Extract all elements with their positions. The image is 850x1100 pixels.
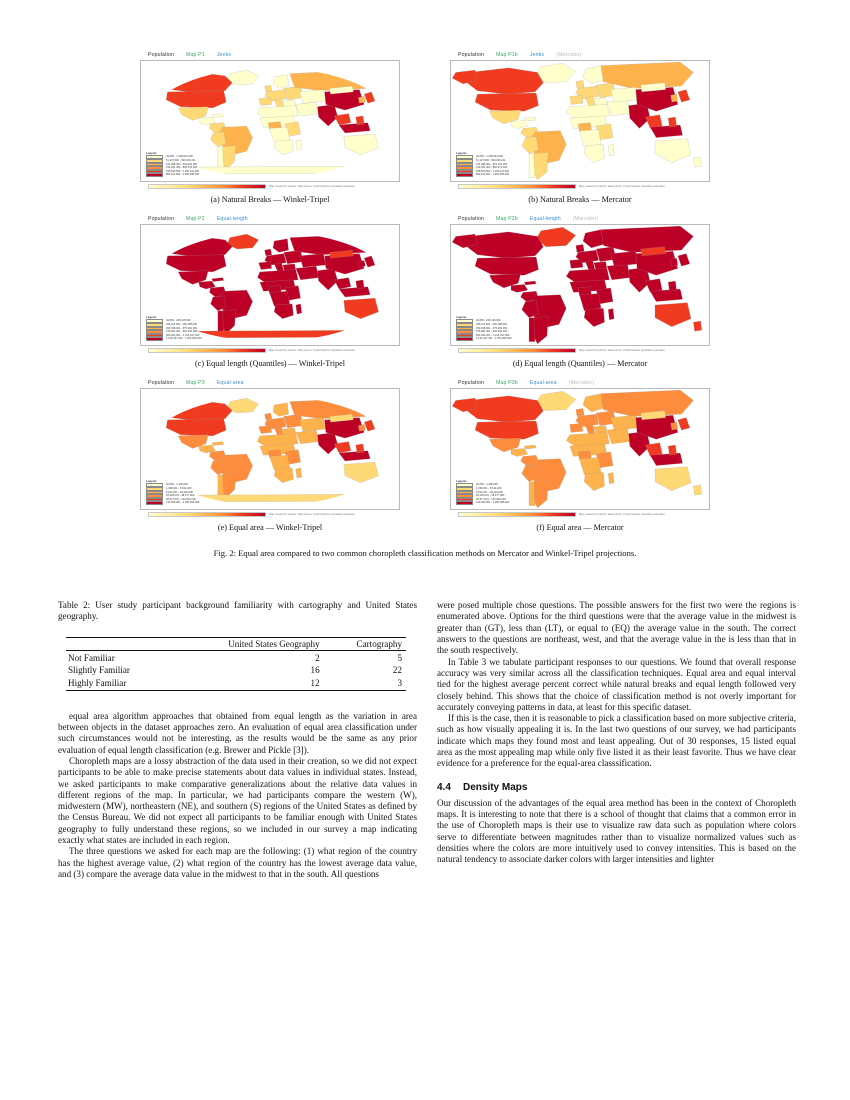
map-frame-6[interactable] — [450, 388, 710, 510]
map-footer-note: Map created by authors. Data source: United Nations population estimates. — [579, 512, 666, 516]
country-uk — [576, 80, 584, 88]
country-mideast — [296, 102, 319, 116]
map-header-6 — [450, 378, 710, 388]
country-philippines — [668, 445, 676, 455]
country-nz — [693, 321, 701, 331]
figure-panel-6 — [450, 378, 710, 542]
country-centasia — [611, 251, 639, 266]
country-korea — [358, 424, 365, 431]
legend-label: 516,810,500 - 1,350,112,000 — [166, 169, 200, 173]
table2-cell-value: 3 — [324, 677, 406, 690]
country-centafr — [269, 127, 289, 142]
country-scandi — [273, 403, 289, 417]
map-legend-5 — [146, 480, 222, 505]
legend-row — [146, 501, 222, 505]
country-russia — [290, 398, 376, 419]
legend-label: 802,110,000 - 1,350,695,000 — [166, 173, 200, 177]
color-ramp-bar — [148, 512, 266, 517]
legend-label: 48,377,001 - 143,500,000 — [476, 497, 506, 501]
country-canada — [160, 72, 232, 93]
country-southafr — [274, 140, 293, 155]
country-russia — [290, 70, 376, 91]
color-ramp-bar — [458, 348, 576, 353]
legend-label: 51,137,500 - 500,000,211 — [476, 159, 506, 163]
country-nz — [693, 485, 701, 495]
country-cuba — [524, 117, 536, 121]
map-subcaption-4: (d) Equal length (Quantiles) — Mercator — [512, 359, 648, 368]
map-header-1 — [140, 50, 400, 60]
country-philippines — [356, 444, 364, 453]
legend-title: Legend — [146, 150, 157, 155]
country-centralam — [511, 120, 528, 128]
map-variable-label: Population — [458, 380, 485, 386]
legend-label: 6,514,001 - 18,204,000 — [476, 490, 503, 494]
country-korea — [671, 422, 678, 430]
map-footer-note: Map created by authors. Data source: United Nations population estimates. — [579, 184, 666, 188]
country-canada — [160, 236, 232, 257]
map-footer-1 — [140, 182, 400, 190]
figure-panel-3 — [140, 214, 400, 378]
figure-panel-1 — [140, 50, 400, 214]
country-russia — [290, 234, 376, 255]
legend-label: 450,198,001 - 675,281,000 — [476, 326, 508, 330]
map-projection-label: (Mercator) — [568, 380, 595, 386]
legend-label: 32,050 - 1,208,642,000 — [476, 155, 503, 159]
map-header-5 — [140, 378, 400, 388]
country-southafr — [274, 304, 293, 319]
country-japan — [364, 420, 375, 431]
country-nz — [381, 313, 389, 322]
country-nz — [693, 157, 701, 167]
country-centafr — [579, 458, 601, 475]
country-madagascar — [296, 140, 302, 150]
country-cuba — [212, 278, 224, 282]
country-usa — [475, 257, 539, 275]
legend-swatch — [146, 337, 163, 341]
country-uk — [265, 413, 272, 420]
table-row — [66, 677, 406, 690]
country-korea — [671, 258, 678, 266]
country-centafr — [579, 294, 601, 311]
legend-label: 802,110,000 - 1,350,695,000 — [476, 173, 510, 177]
table2-row-label: Not Familiar — [66, 651, 171, 664]
legend-label: 900,364,001 - 1,125,447,000 — [166, 333, 200, 337]
map-frame-4[interactable] — [450, 224, 710, 346]
map-id-label[interactable]: Map P3 — [186, 380, 205, 386]
map-subcaption-6: (f) Equal area — Mercator — [536, 523, 624, 532]
legend-title: Legend — [456, 314, 467, 319]
legend-label: 18,204,001 - 48,377,000 — [476, 494, 505, 498]
legend-label: 32,050 - 1,338,000 — [166, 483, 188, 487]
map-classification-label[interactable]: Equal-area — [529, 380, 557, 386]
table2-row-label: Highly Familiar — [66, 677, 171, 690]
map-footer-6 — [450, 510, 710, 518]
map-footer-note: Map created by authors. Data source: United Nations population estimates. — [269, 348, 356, 352]
table2-header-row — [66, 637, 406, 651]
country-philippines — [668, 281, 676, 291]
country-scandi — [583, 66, 603, 84]
legend-label: 121,098,403 - 502,024,000 — [166, 162, 198, 166]
map-header-2 — [450, 50, 710, 60]
country-australia — [655, 303, 691, 327]
country-centafr — [269, 455, 289, 470]
legend-label: 1,125,447,001 - 1,350,695,000 — [166, 337, 202, 341]
country-canada — [465, 396, 543, 422]
map-legend-3 — [146, 316, 222, 341]
country-madagascar — [296, 468, 302, 478]
map-variable-label: Population — [148, 52, 175, 58]
figure-panel-2 — [450, 50, 710, 214]
country-mideast — [296, 266, 319, 280]
table2-cell-value: 5 — [324, 651, 406, 664]
legend-label: 675,281,001 - 900,364,000 — [476, 330, 508, 334]
country-madagascar — [296, 304, 302, 314]
country-korea — [358, 260, 365, 267]
section-title: Density Maps — [463, 781, 528, 793]
country-centasia — [611, 87, 639, 102]
legend-row — [456, 501, 532, 505]
color-ramp-bar — [148, 348, 266, 353]
map-footer-note: Map created by authors. Data source: United Nations population estimates. — [269, 184, 356, 188]
left-paragraph-1: equal area algorithm approaches that obtained from equal length as the variation in area between objects in the dataset approaches zero. An evaluation of equal area classification under such circumstances would not be interesting, as the results would be the same as any prior evaluation of equal length classification (e.g. Brewer and Pickle [3]). — [58, 710, 417, 755]
legend-label: 121,098,403 - 502,024,000 — [476, 162, 508, 166]
country-southafr — [584, 472, 604, 490]
legend-label: 32,050 - 1,338,000 — [476, 483, 498, 487]
country-southafr — [584, 308, 604, 326]
country-greenland — [536, 227, 576, 246]
map-footer-5 — [140, 510, 400, 518]
country-cuba — [212, 114, 224, 118]
country-australia — [655, 139, 691, 163]
map-frame-5[interactable] — [140, 388, 400, 510]
legend-swatch — [146, 173, 163, 177]
country-iberia — [259, 262, 272, 270]
map-legend-6 — [456, 480, 532, 505]
country-australia — [344, 298, 379, 319]
legend-label: 450,198,001 - 675,281,000 — [166, 326, 198, 330]
map-classification-label[interactable]: Jenks — [216, 52, 232, 58]
legend-label: 18,204,001 - 48,377,000 — [166, 494, 195, 498]
color-ramp-bar — [458, 512, 576, 517]
country-alaska — [148, 404, 168, 414]
table2-cell-value: 12 — [171, 677, 324, 690]
figure-caption: Fig. 2: Equal area compared to two common choropleth classification methods on Mercator and Winkel-Tripel projections. — [213, 548, 637, 558]
country-iberia — [259, 426, 272, 434]
country-iberia — [570, 423, 583, 432]
legend-label: 143,500,001 - 1,350,695,000 — [476, 501, 510, 505]
left-column — [58, 600, 417, 1070]
country-philippines — [668, 117, 676, 127]
map-id-label[interactable]: Map P3b — [496, 380, 518, 386]
legend-swatch — [456, 337, 473, 341]
legend-label: 32,050 - 225,115,000 — [166, 319, 191, 323]
table2-cell-value: 2 — [171, 651, 324, 664]
country-centasia — [299, 90, 325, 104]
country-scandi — [273, 239, 289, 253]
figure-panel-5 — [140, 378, 400, 542]
country-usa — [475, 421, 539, 439]
right-paragraph-3: If this is the case, then it is reasonable to pick a classification based on more subjective criteria, such as how visually appealing it is. In the last two questions of our survey, we had participants indicate which maps they found most and least appealing. Out of 30 responses, 15 listed equal area as the most appealing map while only five listed it as their least favorite. Thus we have clear evidence for a preference for the equal-area classsification. — [437, 713, 796, 769]
table2-caption: Table 2: User study participant background familiarity with cartography and United States geography. — [58, 600, 417, 622]
country-cuba — [524, 281, 536, 285]
country-india — [317, 268, 337, 290]
country-scandi — [583, 394, 603, 412]
map-classification-label[interactable]: Equal-length — [216, 216, 248, 222]
map-variable-label: Population — [458, 216, 485, 222]
map-classification-label[interactable]: Equal-length — [529, 216, 561, 222]
map-footer-note: Map created by authors. Data source: United Nations population estimates. — [579, 348, 666, 352]
map-frame-2[interactable] — [450, 60, 710, 182]
table2 — [66, 637, 406, 691]
country-mideast — [607, 264, 630, 280]
legend-label: 1,338,001 - 6,514,000 — [166, 487, 192, 491]
country-indonesia — [339, 287, 370, 297]
country-centralam — [511, 448, 528, 456]
country-philippines — [356, 280, 364, 289]
map-footer-2 — [450, 182, 710, 190]
map-subcaption-2: (b) Natural Breaks — Mercator — [528, 195, 632, 204]
legend-label: 32,050 - 1,208,642,000 — [166, 155, 193, 159]
legend-label: 312,181,400 - 800,573,000 — [166, 166, 198, 170]
left-paragraph-3: The three questions we asked for each map are the following: (1) what region of the country has the highest average value, (2) what region of the country has the lowest average data value, and (3) compare the average data value in the midwest to that in the south. All questions — [58, 846, 417, 880]
legend-title: Legend — [146, 478, 157, 483]
section-number: 4.4 — [437, 781, 451, 793]
country-madagascar — [608, 472, 614, 483]
legend-label: 1,125,447,001 - 1,350,695,000 — [476, 337, 512, 341]
country-australia — [655, 467, 691, 491]
country-korea — [358, 96, 365, 103]
right-paragraph-1: were posed multiple chose questions. The possible answers for the first two were the regions is enumerated above. Options for the third questions were that the average value in the midwest is greater than (GT), less than (LT), or equal to (EQ) the average value in the south. The correct answers to the questions are northeast, west, and that the average value in the is less than that in the south respectively. — [437, 600, 796, 656]
map-subcaption-1: (a) Natural Breaks — Winkel-Tripel — [210, 195, 330, 204]
legend-label: 225,115,001 - 450,198,000 — [476, 323, 507, 327]
legend-label: 32,050 - 225,115,000 — [476, 319, 501, 323]
country-cuba — [524, 445, 536, 449]
map-legend-1 — [146, 152, 222, 177]
right-column — [437, 600, 796, 1070]
country-centafr — [579, 130, 601, 147]
country-japan — [678, 90, 690, 103]
legend-label: 51,137,500 - 500,000,211 — [166, 159, 196, 163]
country-iberia — [570, 95, 583, 104]
country-mideast — [607, 428, 630, 444]
country-centasia — [299, 254, 325, 268]
map-legend-4 — [456, 316, 532, 341]
map-header-4 — [450, 214, 710, 224]
legend-title: Legend — [146, 314, 157, 319]
map-frame-3[interactable] — [140, 224, 400, 346]
figure-map-grid — [0, 50, 850, 542]
country-madagascar — [608, 144, 614, 155]
country-usa — [475, 93, 539, 111]
table-row — [66, 651, 406, 664]
country-nz — [381, 477, 389, 486]
country-korea — [671, 94, 678, 102]
legend-row — [146, 173, 222, 177]
country-greenland — [536, 63, 576, 82]
country-usa — [166, 419, 226, 436]
legend-row — [146, 337, 222, 341]
right-paragraph-2: In Table 3 we tabulate participant responses to our questions. We found that overall response accuracy was very similar across all the classification techniques. Equal area and equal interval tied for the highest average percent correct while natural breaks and equal length followed very closely behind. This shows that the choice of classification method is not overly important for accurately conveying patterns in data, at least for this specific dataset. — [437, 656, 796, 712]
section-heading-4-4 — [437, 782, 796, 793]
country-indonesia — [339, 451, 370, 461]
legend-label: 143,500,001 - 1,350,695,000 — [166, 501, 200, 505]
legend-swatch — [456, 173, 473, 177]
country-cuba — [212, 442, 224, 446]
country-scandi — [583, 230, 603, 248]
country-indonesia — [339, 123, 370, 133]
legend-row — [456, 337, 532, 341]
country-seasia — [645, 443, 662, 457]
country-canada — [160, 400, 232, 421]
legend-row — [456, 173, 532, 177]
country-usa — [166, 255, 226, 272]
country-australia — [344, 134, 379, 155]
country-philippines — [356, 116, 364, 125]
country-centafr — [269, 291, 289, 306]
country-canada — [465, 68, 543, 94]
body-two-column — [58, 600, 796, 1070]
legend-label: 900,364,001 - 1,125,447,000 — [476, 333, 510, 337]
country-seasia — [645, 115, 662, 129]
country-iberia — [259, 98, 272, 106]
legend-title: Legend — [456, 150, 467, 155]
country-canada — [465, 232, 543, 258]
country-centasia — [299, 418, 325, 432]
country-japan — [678, 254, 690, 267]
country-greenland — [536, 391, 576, 410]
country-uk — [265, 85, 272, 92]
table2-row-label: Slightly Familiar — [68, 665, 130, 676]
country-india — [317, 104, 337, 126]
map-header-3 — [140, 214, 400, 224]
table2-cell-value: 16 — [310, 665, 320, 676]
legend-label: 6,514,001 - 18,204,000 — [166, 490, 193, 494]
legend-label: 312,181,400 - 800,573,000 — [476, 166, 508, 170]
map-id-label[interactable]: Map P2 — [186, 216, 205, 222]
country-mideast — [296, 430, 319, 444]
map-variable-label: Population — [148, 216, 175, 222]
map-footer-4 — [450, 346, 710, 354]
country-iberia — [570, 259, 583, 268]
map-subcaption-5: (e) Equal area — Winkel-Tripel — [217, 523, 323, 532]
legend-label: 516,810,500 - 1,350,112,000 — [476, 169, 510, 173]
legend-title: Legend — [456, 478, 467, 483]
table2-col-header: Cartography — [324, 637, 406, 651]
legend-label: 675,281,001 - 900,364,000 — [166, 330, 198, 334]
country-madagascar — [608, 308, 614, 319]
map-projection-label: (Mercator) — [556, 52, 582, 58]
legend-swatch — [456, 501, 473, 505]
table2-col-header: United States Geography — [171, 637, 324, 651]
country-southafr — [584, 144, 604, 162]
map-subcaption-3: (c) Equal length (Quantiles) — Winkel-Tripel — [195, 359, 345, 368]
legend-label: 1,338,001 - 6,514,000 — [476, 487, 502, 491]
right-paragraph-4: Our discussion of the advantages of the equal area method has been in the context of Choropleth maps. It is interesting to note that there is a school of thought that claims that a common error in the use of Choropleth maps is their use to visualize raw data such as population where colors serve to differentiate between magnitudes rather than to visualize normalized values such as densities where the colors are more intuitively used to convey intensities. This is based on the natural tendency to associate darker colors with larger intensities and lighter — [437, 797, 796, 865]
country-nz — [381, 149, 389, 158]
color-ramp-bar — [458, 184, 576, 189]
map-footer-3 — [140, 346, 400, 354]
map-frame-1[interactable] — [140, 60, 400, 182]
country-indonesia — [650, 125, 682, 138]
country-seasia — [645, 279, 662, 293]
table-row — [66, 664, 406, 677]
color-ramp-bar — [148, 184, 266, 189]
figure-2 — [0, 50, 850, 558]
country-uk — [576, 244, 584, 252]
country-india — [317, 432, 337, 454]
legend-label: 48,377,001 - 143,500,000 — [166, 497, 196, 501]
map-legend-2 — [456, 152, 532, 177]
country-alaska — [148, 240, 168, 250]
map-classification-label[interactable]: Jenks — [529, 52, 545, 58]
country-japan — [364, 92, 375, 103]
legend-swatch — [146, 501, 163, 505]
map-variable-label: Population — [148, 380, 175, 386]
figure-panel-4 — [450, 214, 710, 378]
country-uk — [265, 249, 272, 256]
country-southafr — [274, 468, 293, 483]
map-id-label[interactable]: Map P1b — [496, 52, 518, 58]
map-footer-note: Map created by authors. Data source: United Nations population estimates. — [269, 512, 356, 516]
country-centralam — [511, 284, 528, 292]
country-australia — [344, 462, 379, 483]
country-uk — [576, 408, 584, 416]
table2-col-header — [66, 637, 171, 651]
table2-cell-value: 22 — [392, 665, 402, 676]
map-id-label[interactable]: Map P2b — [496, 216, 518, 222]
left-paragraph-2: Choropleth maps are a lossy abstraction of the data used in their creation, so we did not expect participants to be able to make precise statements about data values in individual states. Instead, we asked participants to make comparative generalizations about the relative data values in different regions of the map. In particular, we had participants compare the western (W), midwestern (MW), northeastern (NE), and southern (S) regions of the United States as defined by the Census Bureau. We did not expect all participants to be familiar enough with United States geography to fully understand these regions, so we included in our survey a map indicating exactly what states are included in each region. — [58, 755, 417, 846]
legend-label: 225,115,001 - 450,198,000 — [166, 323, 197, 327]
country-mideast — [607, 100, 630, 116]
country-indonesia — [650, 289, 682, 302]
country-japan — [364, 256, 375, 267]
country-usa — [166, 91, 226, 108]
map-variable-label: Population — [458, 52, 485, 58]
country-centasia — [611, 415, 639, 430]
country-japan — [678, 418, 690, 431]
map-id-label[interactable]: Map P1 — [186, 52, 205, 58]
map-projection-label: (Mercator) — [572, 216, 599, 222]
map-classification-label[interactable]: Equal-area — [216, 380, 244, 386]
country-scandi — [273, 75, 289, 89]
country-indonesia — [650, 453, 682, 466]
country-alaska — [148, 76, 168, 86]
